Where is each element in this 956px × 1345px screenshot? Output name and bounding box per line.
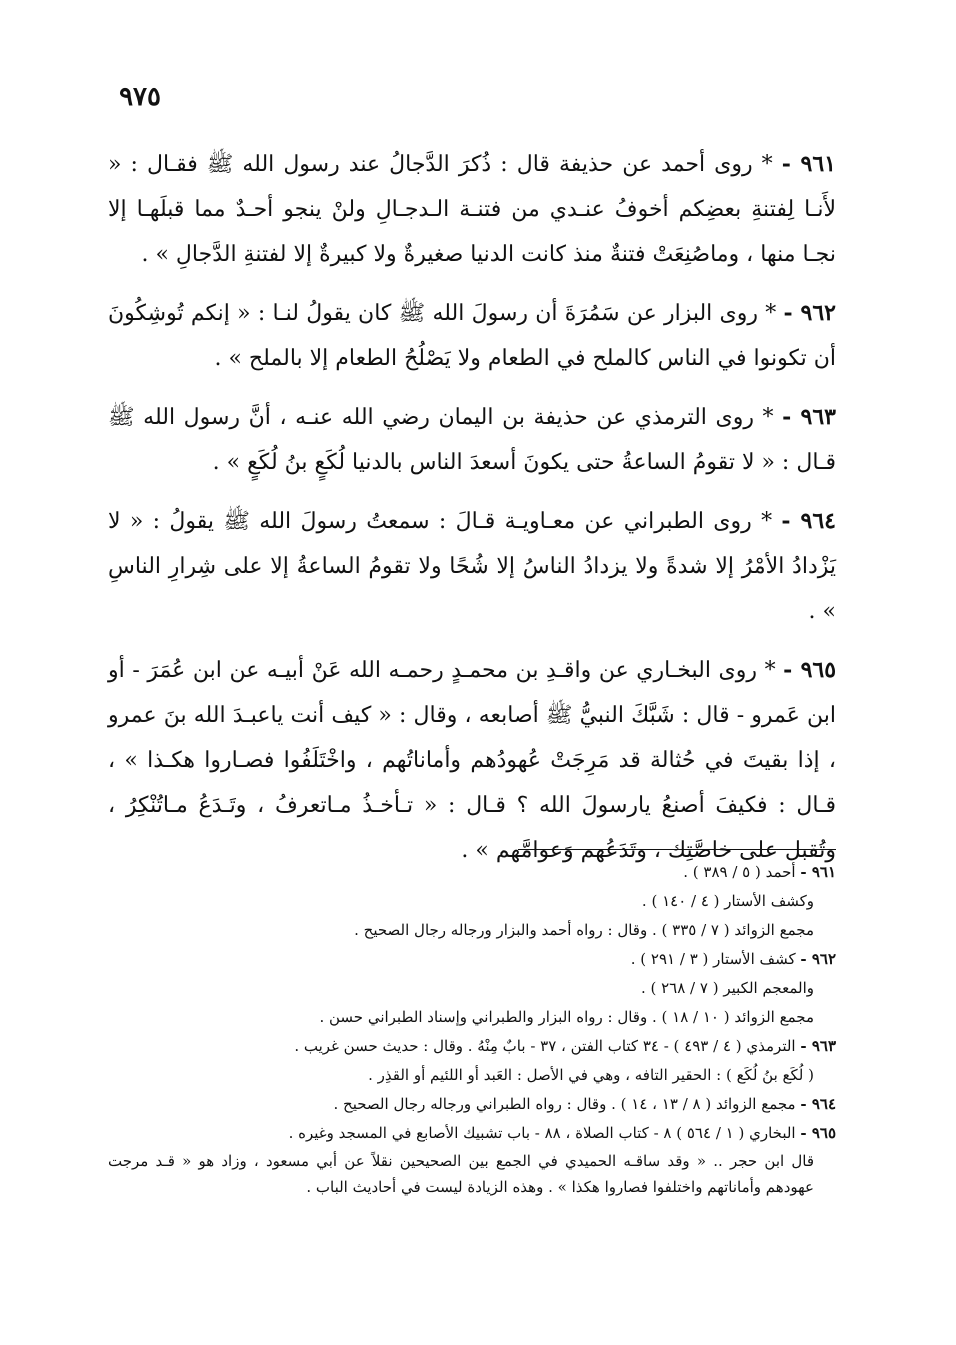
hadith-number: ٩٦١ - — [781, 151, 836, 177]
footnote-number: ٩٦٣ - — [800, 1037, 836, 1055]
footnote-line — [108, 945, 836, 974]
footnote-divider — [518, 849, 836, 850]
hadith-964 — [108, 499, 836, 634]
footnote-text: البخاري ( ١ / ٥٦٤ ) ٨ - كتاب الصلاة ، ٨٨ - باب تشبيك الأصابع في المسجد وغيره . — [288, 1124, 796, 1142]
hadith-text: * روى الترمذي عن حذيفة بن اليمان رضي الله عنـه ، أنَّ رسول الله ﷺ قـال : « لا تقومُ الساعةُ حتى يكونَ أسعدَ الناس بالدنيا لُكَعٍ بنُ لُكَعٍ » . — [108, 405, 836, 475]
footnote-text: الترمذي ( ٤ / ٤٩٣ ) - ٣٤ كتاب الفتن ، ٣٧ - بابٌ مِنْهُ . وقال : حديث حسن غريب . — [294, 1037, 796, 1055]
hadith-text: * روى الطبراني عن معـاويـة قـالَ : سمعتُ رسولَ الله ﷺ يقولُ : « لا يَزْدادُ الأمْرُ إلا شدةً ولا يزدادُ الناسُ إلا شُحًا ولا تقومُ الساعةُ إلا على شِرارِ الناسِ » . — [108, 509, 836, 624]
hadith-962 — [108, 291, 836, 381]
footnotes — [108, 858, 836, 1200]
footnote-line — [108, 1119, 836, 1148]
footnote-line: مجمع الزوائد ( ١٠ / ١٨ ) . وقال : رواه البزار والطبراني وإسناد الطبراني حسن . — [319, 1008, 814, 1026]
hadith-961 — [108, 142, 836, 277]
page-number: ٩٧٥ — [119, 82, 161, 112]
hadith-text: * روى البخـاري عن واقـدِ بن محمـدٍ رحمـه الله عَنْ أبيـه عن ابن عُمَرَ - أو ابن عَمرو - قال : شَبَّكَ النبيُّ ﷺ أصابعه ، وقال : « كيف أنت ياعبـدَ الله بنَ عمرو ، إذا بقيتَ في حُثالة قد مَرِجَتْ عُهودُهم وأماناتُهم ، واخْتَلَفُوا فصـاروا هكـذا » ، قـال : فكيفَ أصنعُ يارسولَ الله ؟ قـال : « تـأخـذُ مـاتعرفُ ، وتَـدَعُ مـاتُنْكِرُ ، وتُقبل على خاصَّتِك ، وتَدَعُهم وَعوامَّهم » . — [108, 658, 837, 863]
hadith-text: * روى البزار عن سَمُرَةَ أن رسولَ الله ﷺ كان يقولُ لنـا : « إنكم تُوشِكُونَ أن تكونوا في الناس كالملح في الطعام ولا يَصْلُحُ الطعام إلا بالملح » . — [108, 301, 836, 371]
main-text — [108, 142, 836, 887]
footnote-line: والمعجم الكبير ( ٧ / ٢٦٨ ) . — [640, 979, 814, 997]
footnote-number: ٩٦٥ - — [800, 1124, 836, 1142]
footnote-text: كشف الأستار ( ٣ / ٢٩١ ) . — [630, 950, 796, 968]
footnote-number: ٩٦١ - — [800, 863, 836, 881]
hadith-number: ٩٦٢ - — [783, 300, 836, 326]
footnote-line — [108, 858, 836, 887]
footnote-line — [108, 1090, 836, 1119]
hadith-963 — [108, 395, 836, 485]
footnote-962 — [108, 945, 836, 1032]
footnote-961 — [108, 858, 836, 945]
hadith-number: ٩٦٤ - — [781, 508, 836, 534]
footnote-963 — [108, 1032, 836, 1090]
footnote-number: ٩٦٤ - — [800, 1095, 836, 1113]
footnote-line — [108, 1032, 836, 1061]
hadith-965 — [108, 648, 836, 873]
hadith-number: ٩٦٥ - — [783, 657, 837, 683]
hadith-number: ٩٦٣ - — [782, 404, 836, 430]
footnote-965 — [108, 1119, 836, 1200]
footnote-text: أحمد ( ٥ / ٣٨٩ ) . — [683, 863, 796, 881]
footnote-line: ( لُكَع بنُ لُكَع ) : الحقير التافه ، وهي في الأصل : العَبد أو اللئيم أو القذِر . — [368, 1066, 814, 1084]
footnote-paragraph: قال ابن حجر .. « وقد ساقـه الحميدي في الجمع بين الصحيحين نقلاً عن أبي مسعود ، وزاد هو « قـد مرجت عهودهم وأماناتهم واختلفوا فصاروا هكذا » . وهذه الزيادة ليست في أحاديث الباب . — [108, 1152, 814, 1196]
footnote-964 — [108, 1090, 836, 1119]
footnote-line: مجمع الزوائد ( ٧ / ٣٣٥ ) . وقال : رواه أحمد والبزار ورجاله رجال الصحيح . — [354, 921, 814, 939]
footnote-number: ٩٦٢ - — [800, 950, 836, 968]
footnote-line: وكشف الأستار ( ٤ / ١٤٠ ) . — [641, 892, 814, 910]
footnote-text: مجمع الزوائد ( ٨ / ١٣ ، ١٤ ) . وقال : رواه الطبراني ورجاله رجال الصحيح . — [333, 1095, 796, 1113]
hadith-text: * روى أحمد عن حذيفة قال : ذُكرَ الدَّجالُ عند رسول الله ﷺ فقـال : « لأَنـا لِفتنةِ بعضِكم أخوفُ عنـدي من فتنـة الـدجـالِ ولنْ ينجو أحـدٌ مما قبلَهـا إلا نجـا منها ، وماصُنِعَتْ فتنةٌ منذ كانت الدنيا صغيرةٌ ولا كبيرةٌ إلا لفتنةِ الدَّجالِ » . — [108, 152, 836, 267]
